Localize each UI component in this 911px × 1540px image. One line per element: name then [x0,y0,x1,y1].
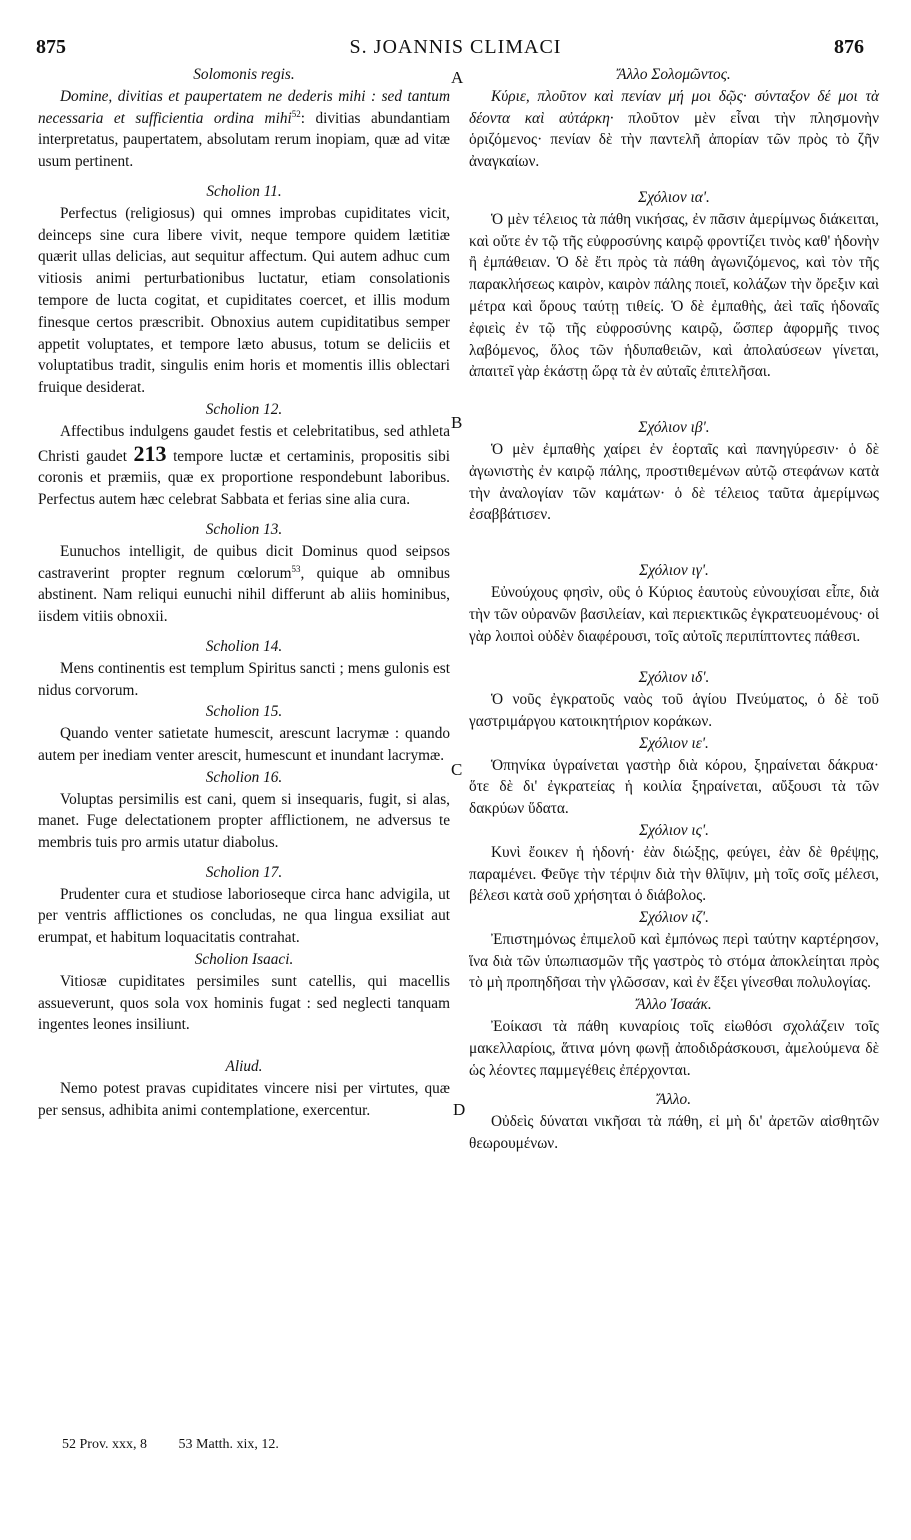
section-heading: Σχόλιον ιε'. [639,734,709,752]
paragraph: Quando venter satietate humescit, arescunt lacrymæ : quando autem per inediam venter arescit, humescunt et inundant lacrymæ. [38,725,450,764]
running-title: S. JOANNIS CLIMACI [349,36,562,58]
paragraph: Κύριε, πλοῦτον καὶ πενίαν μή μοι δῷς· σύνταξον δέ μοι τὰ δέοντα καὶ αὐτάρκη· πλοῦτον μὲν εἶναι τὴν πλησμονὴν ὁριζόμενος· πενίαν δὲ τὴν παντελῆ ἀπορίαν τῶν πρὸς τὸ ζῆν ἀναγκαίων. [469,87,879,171]
footnotes [62,1437,562,1453]
paragraph: Perfectus (religiosus) qui omnes improbas cupiditates vicit, deinceps sine cura libere vivit, neque tempore quidem lætitiæ quærit ullas delicias, aut sequitur affectum. Qui autem adhuc cum vitiosis animi perturbationibus luctatur, etiam consolationis tempore de lucta cogitat, et cupiditates coercet, et illis modum finesque certos præscribit. Obnoxius autem cupiditatibus semper appetit voluptates, et tempore læto abusus, totum se deliciis et voluptatibus tradit, singulis enim horis et momentis illis oblectari fruique desiderat. [38,204,450,397]
section-heading: Scholion 16. [205,768,283,786]
section-heading: Σχόλιον ις'. [639,821,709,839]
section-heading: Scholion 15. [205,703,283,721]
section-heading: Scholion 11. [206,182,282,200]
paragraph: Ἐπιστημόνως ἐπιμελοῦ καὶ ἐμπόνως περὶ ταύτην καρτέρησον, ἵνα διὰ τῶν ὑπωπιασμῶν τῆς γαστρὸς τὸ στόμα ἀποκλείηται πρὸς τὸ μὴ προπηδῆσαι τὴν γλῶσσαν, καὶ ἐν ἕξει γίνεσθαι πολυλογίας. [469,930,879,992]
footnote: 52 Prov. xxx, 8 [62,1437,148,1452]
section-heading: Scholion 14. [205,637,283,655]
page-number-left: 875 [36,36,66,58]
footnote: 53 Matth. xix, 12. [178,1437,279,1452]
paragraph: Voluptas persimilis est cani, quem si insequaris, fugit, si alas, manet. Fuge delectationem propter afflictionem, ne adversus te membris tuis pro armis utatur diabolus. [38,790,450,852]
paragraph: Ὁ μὲν τέλειος τὰ πάθη νικήσας, ἐν πᾶσιν ἀμερίμνως διάκειται, καὶ οὔτε ἐν τῷ τῆς εὐφροσύνης καιρῷ φροντίζει τινὸς καθ' ἡδονὴν ἢ ἐμπάθειαν. Ὁ δὲ ἔτι πρὸς τὰ πάθη ἀγωνιζόμενος, καὶ τὸν τῆς παρακλήσεως καιρὸν, καιρὸν πάλης ποιεῖ, κολάζων τὴν ὄρεξιν καὶ μέτρα καὶ ὅρους ταύτῃ τιθείς. Ὁ δὲ ἐμπαθὴς, ἀεὶ ταῖς ἡδοναῖς ἐφιεὶς ἐν τῷ τῆς εὐφροσύνης καιρῷ, ὥσπερ ἀφορμῆς τινος λαβόμενος, ὅλος τῶν ἡδυπαθειῶν, καὶ ἀπολαύσεων γίνεται, ἀπαιτεῖ γὰρ ἑκάστῃ ὥρᾳ τὰ ἐν αὐταῖς ἐπιτελῆσαι. [469,210,879,381]
paragraph: Vitiosæ cupiditates persimiles sunt catellis, qui macellis assueverunt, quos sola vox hominis fugat : sed neglecti tanquam ingentes leones insiliunt. [38,972,450,1034]
paragraph: Prudenter cura et studiose laborioseque circa hanc advigila, ut per ventris afflictiones os concludas, ne qua lingua exsiliat aut erumpat, et habitum loquacitatis contrahat. [38,885,450,947]
paragraph: Ὁ νοῦς ἐγκρατοῦς ναὸς τοῦ ἁγίου Πνεύματος, ὁ δὲ τοῦ γαστριμάργου κατοικητήριον κοράκων. [469,691,879,730]
footnote-ref: 52 [291,108,301,119]
section-heading: Σχόλιον ιγ'. [639,562,709,580]
section-heading: Σχόλιον ιζ'. [639,909,709,927]
section-heading: Scholion 12. [205,400,283,418]
section-heading: Solomonis regis. [193,66,295,83]
section-heading: Σχόλιον ιδ'. [638,669,710,687]
page-marker: 213 [133,440,167,466]
section-heading: Ἄλλο. [656,1091,692,1109]
margin-letter-c: C [451,760,463,779]
paragraph: Εὐνούχους φησὶν, οὓς ὁ Κύριος ἑαυτοὺς εὐνουχίσαι εἶπε, διὰ τὴν τῶν οὐρανῶν βασιλείαν, καὶ περιεκτικῶς ἐγκρατευομένους· οἱ γὰρ λοιποὶ οὐδὲν διαφέρουσι, τοῖς αὐτοῖς περιπίπτοντες πάθεσι. [469,583,879,645]
page-number-right: 876 [834,36,864,58]
section-heading: Scholion Isaaci. [194,951,294,969]
section-heading: Scholion 17. [205,863,283,881]
greek-column [469,64,879,1155]
margin-letter-a: A [451,68,464,87]
paragraph: Domine, divitias et paupertatem ne dederis mihi : sed tantum necessaria et sufficientia ordina mihi$^{52}$: divitias abundantiam interpretatus, paupertatem, absolutam rerum inopiam, quæ ad vitæ usum pertinent. [38,87,450,171]
section-heading: Scholion 13. [205,520,283,538]
latin-column [38,64,450,1122]
section-heading: Ἄλλο Σολομῶντος. [617,66,731,83]
margin-letter-d: D [453,1100,466,1119]
paragraph: Οὐδεὶς δύναται νικῆσαι τὰ πάθη, εἰ μὴ δι' ἀρετῶν αἰσθητῶν θεωρουμένων. [469,1113,879,1153]
paragraph: Mens continentis est templum Spiritus sancti ; mens gulonis est nidus corvorum. [38,659,450,699]
paragraph: Ἐοίκασι τὰ πάθη κυναρίοις τοῖς εἰωθόσι σχολάζειν τοῖς μακελλαρίοις, ἅτινα μόνη φωνῇ ἀποδιδράσκουσι, ἀμελούμενα δὲ ὡς λέοντες παμμεγέθεις ἐπέρχονται. [469,1018,879,1079]
section-heading: Ἄλλο Ἰσαάκ. [636,996,712,1014]
paragraph: Eunuchos intelligit, de quibus dicit Dominus quod seipsos castraverint propter regnum cœlorum$^{53}$, quique ab omnibus abstinent. Nam reliqui eunuchi nihil differunt ab aliis hominibus, iisdem vitiis obnoxii. [38,542,450,626]
margin-letter-b: B [451,413,463,432]
section-heading: Aliud. [225,1058,263,1076]
paragraph: Nemo potest pravas cupiditates vincere nisi per virtutes, quæ per sensus, adhibita animi contemplatione, exercentur. [38,1080,450,1119]
footnote-ref: 53 [291,563,301,574]
section-heading: Σχόλιον ια'. [638,188,710,206]
section-heading: Σχόλιον ιβ'. [638,419,710,437]
paragraph: Ὁ μὲν ἐμπαθὴς χαίρει ἐν ἑορταῖς καὶ πανηγύρεσιν· ὁ δὲ ἀγωνιστὴς ἐν καιρῷ πάλης, προστιθεμένων αὐτῷ στεφάνων κατὰ τὴν ἀναλογίαν τῶν καμάτων· ὁ δὲ τέλειος ταῦτα ἀμερίμνως ἐσαββάτισεν. [469,440,879,524]
paragraph: Affectibus indulgens gaudet festis et celebritatibus, sed athleta Christi gaudet 213 tempore luctæ et certaminis, propositis sibi coronis et præmiis, quæ ex proportione respondebunt laboribus. Perfectus autem hæc celebrat Sabbata et ferias sine alia cura. [38,422,451,509]
running-header [0,36,911,62]
paragraph: Ὁπηνίκα ὑγραίνεται γαστὴρ διὰ κόρου, ξηραίνεται δάκρυα· ὅτε δὲ δι' ἐγκρατείας ἡ κοιλία ξηραίνεται, αὔξουσι τὰ τῶν δακρύων ὕδατα. [469,756,879,818]
paragraph: Κυνὶ ἔοικεν ἡ ἡδονή· ἐὰν διώξῃς, φεύγει, ἐὰν δὲ θρέψῃς, παραμένει. Φεῦγε τὴν τέρψιν διὰ τὴν θλῖψιν, μὴ τοῖς σοῖς μέλεσι, βέλεσι κατὰ σοῦ χρήσηται ὁ διάβολος. [469,843,879,905]
